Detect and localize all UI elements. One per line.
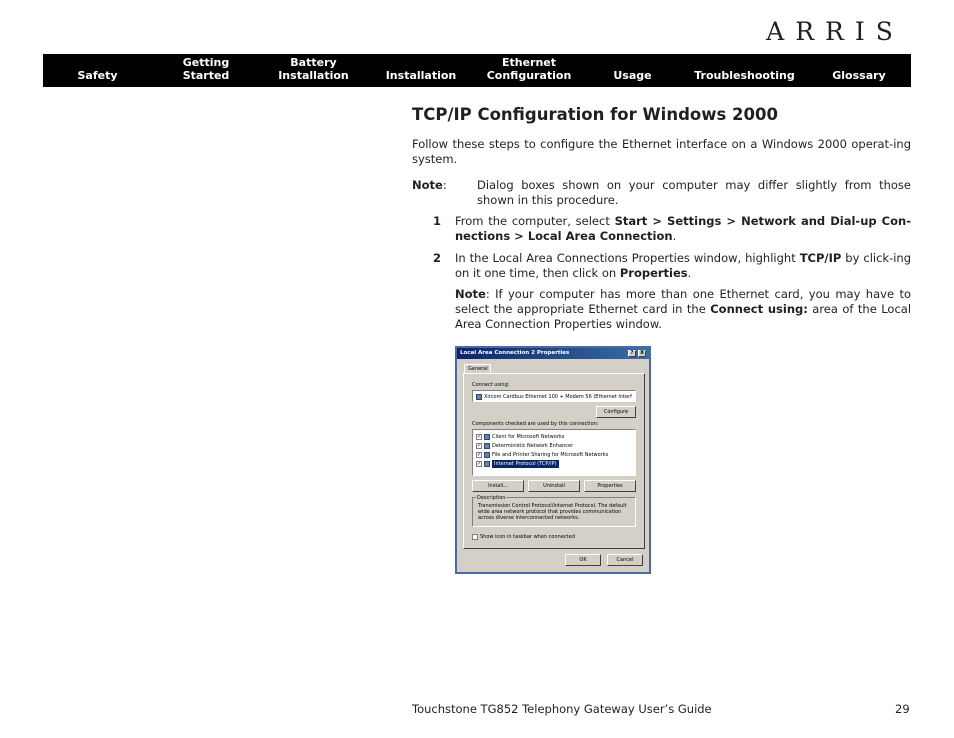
adapter-name: Xircom Cardbus Ethernet 100 + Modem 56 (Ethernet Interf <box>484 394 632 400</box>
tab-general[interactable]: General <box>464 364 491 374</box>
arris-logo <box>758 18 912 44</box>
ok-button[interactable]: OK <box>565 554 601 566</box>
install-button[interactable]: Install... <box>472 480 524 492</box>
description-label: Description <box>477 495 506 501</box>
step-note-text: : If your computer has more than one Ethernet card, you may have to select the appropriate Ethernet card in the <box>455 287 911 316</box>
step-note <box>455 287 911 332</box>
nav-usage[interactable] <box>583 54 682 87</box>
step-bold-term: TCP/IP <box>799 251 842 265</box>
help-button[interactable]: ? <box>628 350 636 357</box>
nav-label: Glossary <box>832 69 886 82</box>
note-label-text: Note <box>412 178 443 192</box>
component-item-selected[interactable] <box>476 460 559 468</box>
nav-label: Usage <box>613 69 652 82</box>
step-menu-path: Start > Settings > Network and Dial-up Con-nections > Local Area Connection <box>455 214 911 243</box>
nav-label: Safety <box>77 69 118 82</box>
step-bold-term: Properties <box>619 266 688 280</box>
checkbox-unchecked[interactable] <box>472 534 478 540</box>
nav-label: Getting Started <box>182 56 230 82</box>
adapter-field <box>472 390 636 402</box>
configure-button[interactable]: Configure <box>596 406 636 418</box>
components-list <box>472 429 636 476</box>
page-title: TCP/IP Configuration for Windows 2000 <box>412 105 778 124</box>
client-icon <box>484 434 490 440</box>
component-label: File and Printer Sharing for Microsoft Networks <box>492 452 609 458</box>
nav-battery-installation[interactable] <box>260 54 367 87</box>
component-label: Client for Microsoft Networks <box>492 434 565 440</box>
show-icon-option[interactable] <box>472 533 575 541</box>
note-label: Note: <box>412 178 447 192</box>
intro-paragraph: Follow these steps to configure the Ethernet interface on a Windows 2000 operat-ing system. <box>412 137 911 166</box>
step-text-part: . <box>687 266 692 280</box>
general-panel <box>463 373 645 549</box>
nav-label: Ethernet Configuration <box>486 56 572 82</box>
footer-guide-title: Touchstone TG852 Telephony Gateway User’s Guide <box>412 702 712 716</box>
nav-label: Troubleshooting <box>694 69 795 82</box>
show-icon-label: Show icon in taskbar when connected <box>480 534 575 540</box>
checkbox-checked[interactable]: ✓ <box>477 443 482 449</box>
description-group <box>472 497 636 527</box>
logo-text: ARRIS <box>766 18 904 44</box>
step-text-part: In the Local Area Connections Properties window, highlight <box>455 251 800 265</box>
nav-getting-started[interactable] <box>152 54 260 87</box>
step-2-text <box>455 251 911 281</box>
description-text: Transmission Control Protocol/Internet Protocol. The default wide area network protocol that provides communication across diverse interconnected networks. <box>478 503 627 521</box>
nav-ethernet-configuration[interactable] <box>475 54 583 87</box>
step-note-text: area of the Local Area Connection Properties window. <box>455 302 912 331</box>
local-area-connection-dialog <box>455 346 651 574</box>
step-note-bold: Connect using: <box>710 302 808 316</box>
component-item[interactable] <box>476 442 573 450</box>
step-1-text <box>455 214 911 244</box>
page-number: 29 <box>895 702 910 716</box>
nav-label: Battery Installation <box>278 56 349 82</box>
nav-glossary[interactable] <box>807 54 911 87</box>
dialog-title: Local Area Connection 2 Properties <box>457 348 649 359</box>
step-note-label: Note <box>455 287 486 301</box>
properties-button[interactable]: Properties <box>584 480 636 492</box>
note-text: Dialog boxes shown on your computer may differ slightly from those shown in this procedure. <box>477 178 911 207</box>
step-number: 1 <box>433 214 442 228</box>
connect-using-label: Connect using: <box>472 382 510 388</box>
step-text-part: From the computer, select <box>455 214 615 228</box>
checkbox-checked[interactable]: ✓ <box>477 461 482 467</box>
close-button[interactable]: X <box>638 350 646 357</box>
step-text-part: by click-ing on it one time, then click on <box>455 251 912 280</box>
components-label: Components checked are used by this connection: <box>472 421 599 427</box>
nav-troubleshooting[interactable] <box>682 54 807 87</box>
checkbox-checked[interactable]: ✓ <box>477 452 482 458</box>
component-item[interactable] <box>476 433 564 441</box>
protocol-icon <box>484 461 490 467</box>
component-label: Deterministic Network Enhancer <box>492 443 574 449</box>
checkbox-checked[interactable]: ✓ <box>477 434 482 440</box>
nav-installation[interactable] <box>367 54 475 87</box>
service-icon <box>484 452 490 458</box>
network-card-icon <box>476 394 482 400</box>
uninstall-button[interactable]: Uninstall <box>528 480 580 492</box>
cancel-button[interactable]: Cancel <box>607 554 643 566</box>
component-label: Internet Protocol (TCP/IP) <box>494 461 557 467</box>
service-icon <box>484 443 490 449</box>
component-item[interactable] <box>476 451 608 459</box>
step-text-part: . <box>672 229 677 243</box>
nav-safety[interactable] <box>43 54 152 87</box>
step-number: 2 <box>433 251 442 265</box>
top-navigation-bar <box>43 54 911 87</box>
nav-label: Installation <box>385 69 457 82</box>
